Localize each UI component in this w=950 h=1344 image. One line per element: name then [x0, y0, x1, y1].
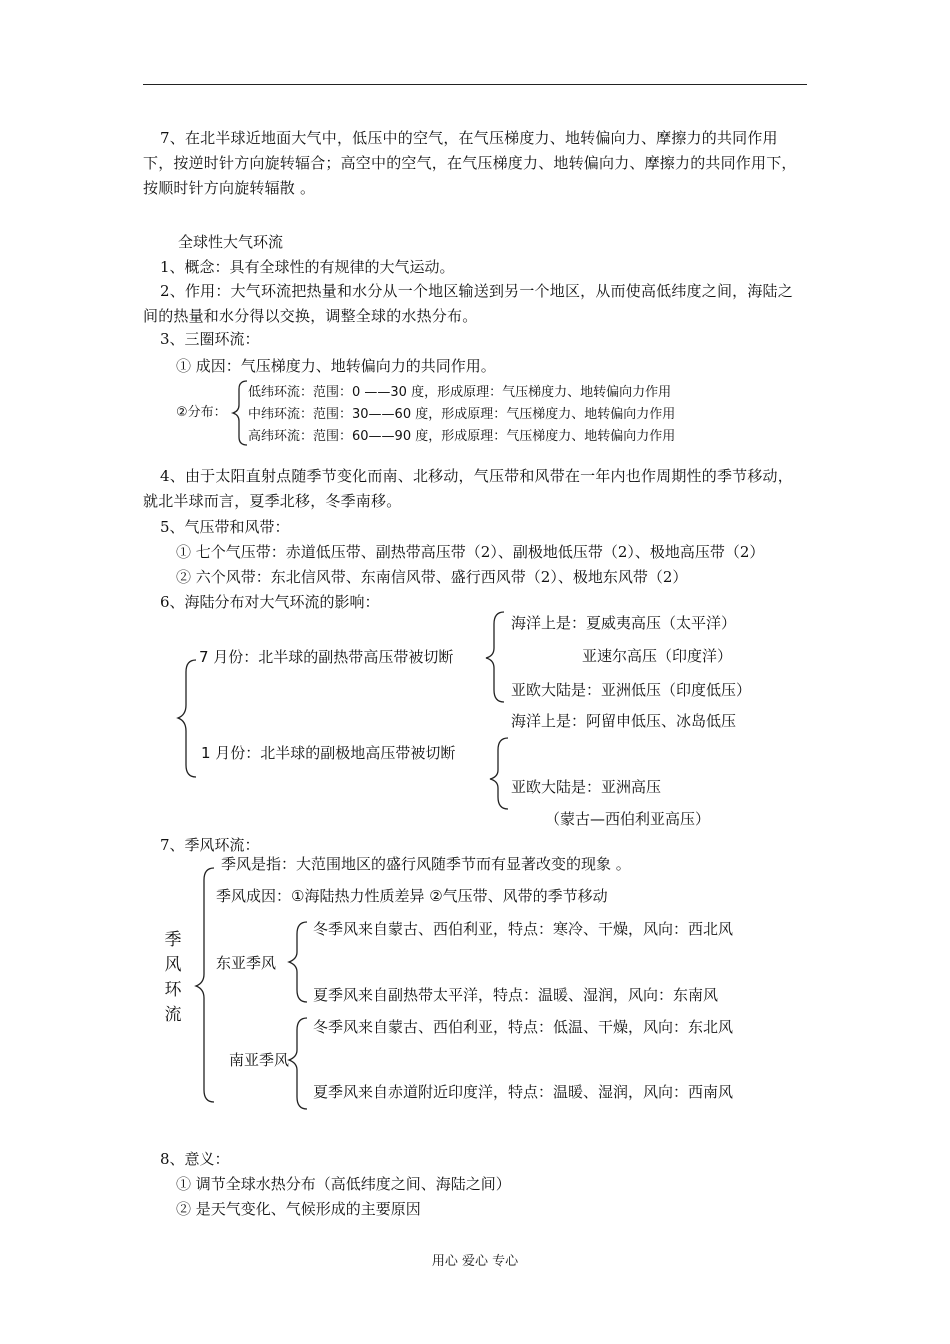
- item-1: 1、概念：具有全球性的有规律的大气运动。: [160, 258, 455, 276]
- east-asia-summer: 夏季风来自副热带太平洋，特点：温暖、湿润，风向：东南风: [313, 986, 719, 1004]
- jan-label: 1 月份：北半球的副极地高压带被切断: [201, 744, 456, 762]
- monsoon-definition: 季风是指：大范围地区的盛行风随季节而有显著改变的现象 。: [221, 855, 631, 873]
- section-title: 全球性大气环流: [178, 233, 284, 251]
- item-7: 7、季风环流：: [160, 836, 260, 854]
- para-7: 7、在北半球近地面大气中，低压中的空气，在气压梯度力、地转偏向力、摩擦力的共同作用下，按逆时针方向旋转辐合；高空中的空气，在气压梯度力、地转偏向力、摩擦力的共同作用下，按顺时针方向旋转辐散 。: [143, 129, 797, 197]
- south-asia-summer: 夏季风来自赤道附近印度洋，特点：温暖、湿润，风向：西南风: [313, 1083, 734, 1101]
- east-asia-monsoon: 东亚季风: [216, 954, 277, 972]
- july-ocean: 海洋上是：夏威夷高压（太平洋）: [511, 614, 737, 632]
- south-asia-monsoon: 南亚季风: [229, 1051, 290, 1069]
- item-4: 4、由于太阳直射点随季节变化而南、北移动，气压带和风带在一年内也作周期性的季节移动，就北半球而言，夏季北移，冬季南移。: [143, 467, 793, 510]
- east-asia-winter: 冬季风来自蒙古、西伯利亚，特点：寒冷、干燥，风向：西北风: [313, 920, 734, 938]
- monsoon-vertical-label: 季风环流: [164, 930, 182, 1025]
- page-footer: 用心 爱心 专心: [431, 1254, 519, 1269]
- monsoon-cause: 季风成因：①海陆热力性质差异 ②气压带、风带的季节移动: [216, 887, 608, 905]
- item-8-b: ② 是天气变化、气候形成的主要原因: [176, 1200, 421, 1218]
- jan-ocean: 海洋上是：阿留申低压、冰岛低压: [511, 712, 737, 730]
- july-ocean-azores: 亚速尔高压（印度洋）: [582, 647, 733, 665]
- distribution-mid: 中纬环流：范围：30——60 度，形成原理：气压梯度力、地转偏向力作用: [248, 407, 676, 422]
- item-8: 8、意义：: [160, 1150, 230, 1168]
- july-land: 亚欧大陆是：亚洲低压（印度低压）: [511, 681, 752, 699]
- distribution-label: ②分布：: [176, 405, 227, 420]
- item-3: 3、三圈环流：: [160, 330, 260, 348]
- jan-land: 亚欧大陆是：亚洲高压: [511, 778, 662, 796]
- item-5-pressure-belts: ① 七个气压带：赤道低压带、副热带高压带（2）、副极地低压带（2）、极地高压带（2）: [176, 543, 765, 561]
- item-6: 6、海陆分布对大气环流的影响：: [160, 593, 380, 611]
- item-5-wind-belts: ② 六个风带：东北信风带、东南信风带、盛行西风带（2）、极地东风带（2）: [176, 568, 688, 586]
- jan-land-mongolia: （蒙古—西伯利亚高压）: [545, 810, 711, 828]
- july-label: 7 月份：北半球的副热带高压带被切断: [199, 648, 454, 666]
- distribution-high: 高纬环流：范围：60——90 度，形成原理：气压梯度力、地转偏向力作用: [248, 429, 676, 444]
- item-2: 2、作用：大气环流把热量和水分从一个地区输送到另一个地区，从而使高低纬度之间，海陆之间的热量和水分得以交换，调整全球的水热分布。: [143, 282, 793, 325]
- item-8-a: ① 调节全球水热分布（高低纬度之间、海陆之间）: [176, 1175, 511, 1193]
- distribution-low: 低纬环流：范围：0 ——30 度，形成原理：气压梯度力、地转偏向力作用: [248, 385, 672, 400]
- item-3-cause: ① 成因：气压梯度力、地转偏向力的共同作用。: [176, 357, 496, 375]
- item-5: 5、气压带和风带：: [160, 518, 290, 536]
- south-asia-winter: 冬季风来自蒙古、西伯利亚，特点：低温、干燥，风向：东北风: [313, 1018, 734, 1036]
